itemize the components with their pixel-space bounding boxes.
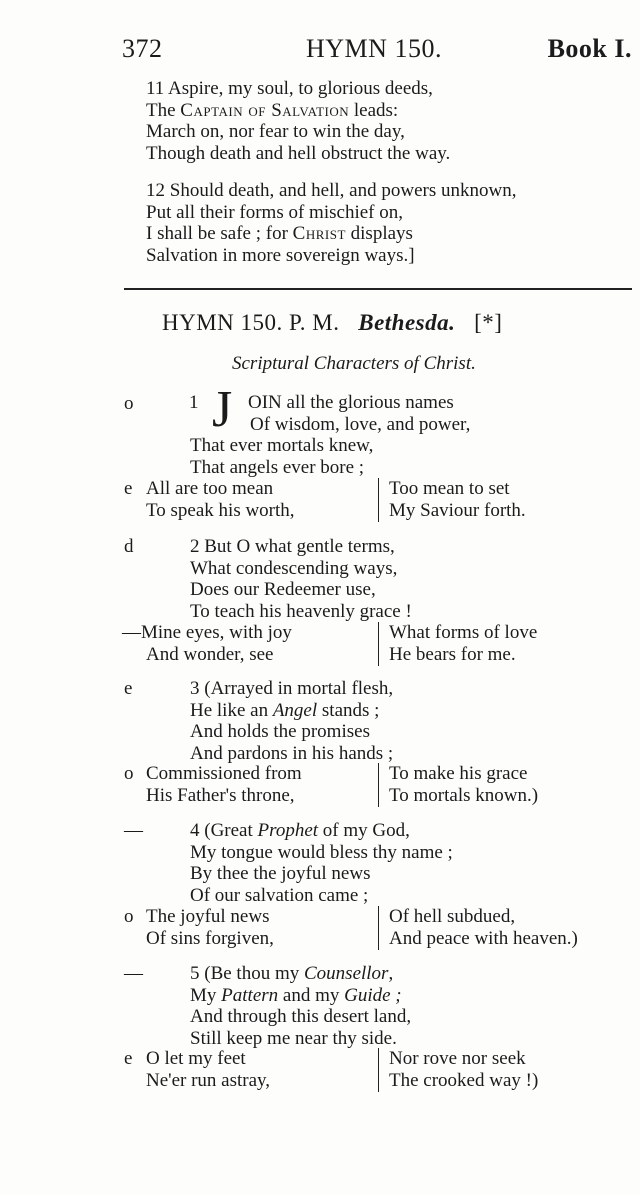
- stanza-1: [190, 392, 470, 478]
- verse-line: Salvation in more sovereign ways.]: [146, 244, 415, 266]
- stanza-5: [190, 963, 411, 1049]
- verse-line: To teach his heavenly grace !: [190, 600, 412, 622]
- verse-line: Does our Redeemer use,: [190, 579, 376, 600]
- verse-smallcaps: Christ: [292, 223, 346, 244]
- verse-line: That angels ever bore ;: [190, 456, 365, 478]
- refrain-divider: [378, 906, 379, 950]
- verse-italic: Guide ;: [344, 984, 402, 1006]
- verse-line: 12 Should death, and hell, and powers unknown,: [146, 180, 517, 201]
- verse-line: [190, 985, 411, 1007]
- stanza-4: [190, 820, 453, 906]
- verse-fragment: OIN all the glorious names: [248, 392, 454, 413]
- running-title: HYMN 150.: [306, 34, 442, 63]
- stanza-2: [190, 536, 412, 622]
- verse-line: [190, 820, 453, 842]
- verse-line: The joyful news: [146, 906, 270, 927]
- dynamic-mark: —: [124, 820, 143, 841]
- verse-line: Of our salvation came ;: [190, 884, 369, 906]
- verse-line: 3 (Arrayed in mortal flesh,: [190, 678, 394, 699]
- running-header: [122, 34, 632, 68]
- dynamic-mark: e: [124, 678, 133, 699]
- verse-smallcaps: Captain of Salvation: [180, 99, 350, 121]
- verse-italic: Angel: [272, 699, 318, 721]
- verse-line: My tongue would bless thy name ;: [190, 841, 453, 863]
- prev-stanza-12: [146, 180, 516, 266]
- drop-cap: J: [212, 381, 233, 438]
- verse-line: Commissioned from: [146, 763, 302, 784]
- dynamic-mark: o: [124, 393, 134, 414]
- verse-line: Too mean to set: [389, 478, 510, 499]
- verse-fragment: and my: [278, 984, 345, 1006]
- verse-italic: Pattern: [221, 984, 279, 1006]
- verse-fragment: ,: [388, 963, 394, 984]
- verse-fragment: My: [190, 984, 222, 1006]
- verse-line: His Father's throne,: [146, 784, 295, 806]
- dynamic-mark: d: [124, 536, 134, 557]
- verse-line: And pardons in his hands ;: [190, 742, 394, 764]
- verse-fragment: of my God,: [318, 820, 410, 841]
- hymn-marker: [*]: [474, 310, 503, 335]
- verse-line: All are too mean: [146, 478, 274, 499]
- dynamic-mark: o: [124, 906, 134, 927]
- verse-line: [146, 100, 450, 122]
- verse-line: And holds the promises: [190, 721, 370, 742]
- tune-name: Bethesda.: [358, 310, 456, 335]
- dynamic-mark: e: [124, 1048, 133, 1069]
- verse-fragment: 5 (Be thou my: [190, 963, 304, 984]
- verse-line: To make his grace: [389, 763, 528, 784]
- verse-line: Of wisdom, love, and power,: [250, 413, 471, 435]
- book-label: Book I.: [547, 34, 632, 63]
- refrain-right: [389, 906, 578, 949]
- refrain-divider: [378, 478, 379, 522]
- verse-line: Nor rove nor seek: [389, 1048, 526, 1069]
- verse-line: Ne'er run astray,: [146, 1069, 271, 1091]
- refrain-right: [389, 763, 538, 806]
- dynamic-mark: e: [124, 478, 133, 499]
- section-rule: [124, 288, 632, 290]
- verse-line: [146, 223, 516, 245]
- verse-line: Put all their forms of mischief on,: [146, 201, 403, 223]
- verse-fragment: leads:: [349, 99, 399, 121]
- verse-line: 11 Aspire, my soul, to glorious deeds,: [146, 78, 433, 99]
- verse-line: [190, 963, 411, 985]
- verse-line: And through this desert land,: [190, 1006, 412, 1027]
- hymn-number: HYMN 150. P. M.: [162, 310, 340, 335]
- verse-line: My Saviour forth.: [389, 499, 526, 521]
- verse-fragment: stands ;: [317, 699, 380, 721]
- refrain-right: [389, 622, 537, 665]
- verse-line: [190, 700, 393, 722]
- verse-fragment: The: [146, 99, 181, 121]
- verse-line: March on, nor fear to win the day,: [146, 121, 405, 142]
- verse-line: By thee the joyful news: [190, 863, 371, 884]
- refrain-left: [146, 763, 302, 806]
- refrain-left: [146, 478, 295, 521]
- refrain-right: [389, 478, 526, 521]
- verse-line: To speak his worth,: [146, 499, 295, 521]
- verse-line: What condescending ways,: [190, 557, 398, 579]
- page-number: 372: [122, 34, 163, 63]
- verse-line: 2 But O what gentle terms,: [190, 536, 395, 557]
- verse-line: That ever mortals knew,: [190, 435, 374, 456]
- verse-line: And wonder, see: [146, 643, 274, 665]
- prev-stanza-11: [146, 78, 450, 164]
- verse-fragment: 4 (Great: [190, 820, 258, 841]
- refrain-left: [146, 906, 274, 949]
- verse-italic: Counsellor: [304, 963, 389, 984]
- refrain-divider: [378, 622, 379, 666]
- verse-line: He bears for me.: [389, 643, 516, 665]
- refrain-right: [389, 1048, 538, 1091]
- verse-line: Still keep me near thy side.: [190, 1027, 397, 1049]
- verse-line: [248, 392, 470, 414]
- hymn-subtitle: Scriptural Characters of Christ.: [232, 353, 476, 374]
- verse-line: O let my feet: [146, 1048, 246, 1069]
- dynamic-mark: —: [124, 963, 143, 984]
- verse-line: And peace with heaven.): [389, 927, 578, 949]
- verse-line: Though death and hell obstruct the way.: [146, 142, 451, 164]
- verse-fragment: I shall be safe ; for: [146, 223, 293, 244]
- refrain-divider: [378, 763, 379, 807]
- refrain-left: [146, 1048, 270, 1091]
- verse-line: What forms of love: [389, 622, 538, 643]
- stanza-3: [190, 678, 393, 764]
- refrain-divider: [378, 1048, 379, 1092]
- verse-line: To mortals known.): [389, 784, 539, 806]
- dynamic-mark: o: [124, 763, 134, 784]
- verse-line: Of hell subdued,: [389, 906, 516, 927]
- verse-line: —Mine eyes, with joy: [122, 622, 292, 643]
- verse-fragment: displays: [345, 223, 413, 244]
- refrain-left: [122, 622, 292, 665]
- verse-line: Of sins forgiven,: [146, 927, 274, 949]
- verse-line: The crooked way !): [389, 1069, 539, 1091]
- hymn-title: [162, 310, 502, 336]
- verse-fragment: He like an: [190, 699, 273, 721]
- stanza-number: 1: [189, 392, 199, 413]
- verse-italic: Prophet: [257, 820, 319, 841]
